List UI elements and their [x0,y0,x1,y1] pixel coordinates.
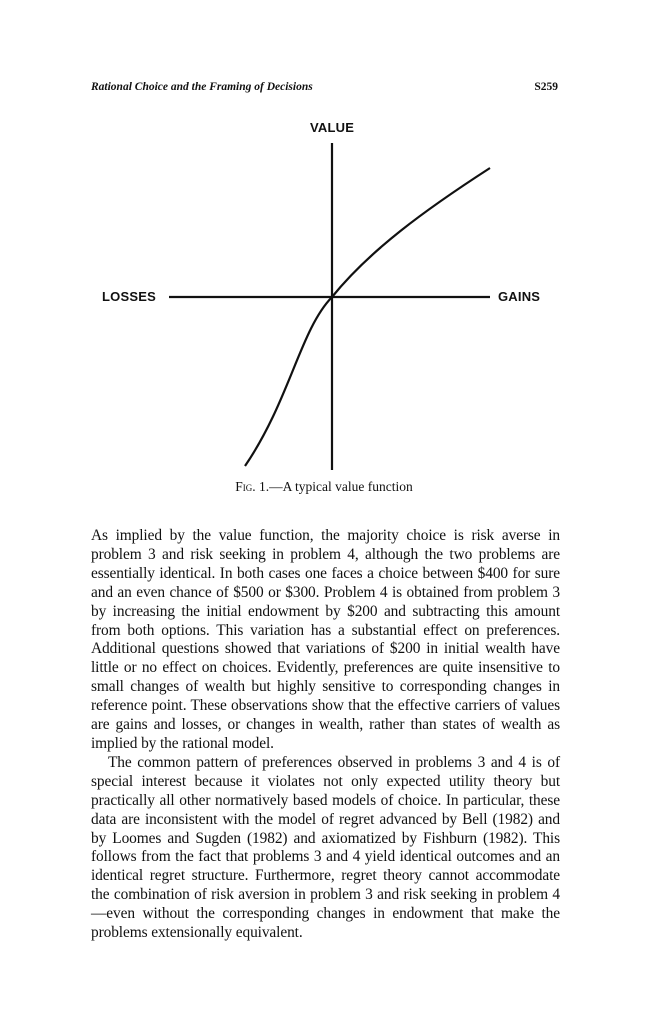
losses-label: LOSSES [102,289,156,304]
paragraph: The common pattern of preferences observed in problems 3 and 4 is of special interest because it violates not only expected utility theory but practically all other normatively based models of choice. In particular, these data are inconsistent with the model of regret advanced by Bell (1982) and by Loomes and Sugden (1982) and axiomatized by Fishburn (1982). This follows from the fact that problems 3 and 4 yield identical outcomes and an identical regret structure. Furthermore, regret theory cannot accommodate the combination of risk aversion in problem 3 and risk seeking in problem 4—even without the corresponding changes in endowment that make the problems extensionally equivalent. [91,753,560,942]
body-text [91,527,560,943]
value-function-diagram [0,0,648,500]
gains-curve [332,168,490,297]
page-number: S259 [534,81,558,93]
value-axis-label: VALUE [310,120,355,135]
gains-label: GAINS [498,289,541,304]
figure-number: Fig. 1. [235,479,270,494]
value-function-figure [0,0,648,500]
running-head-title: Rational Choice and the Framing of Decisions [91,81,313,93]
losses-curve [245,297,332,466]
figure-caption-text: —A typical value function [269,479,413,494]
figure-caption [0,479,648,495]
paragraph: As implied by the value function, the majority choice is risk averse in problem 3 and risk seeking in problem 4, although the two problems are essentially identical. In both cases one faces a choice between $400 for sure and an even chance of $500 or $300. Problem 4 is obtained from problem 3 by increasing the initial endowment by $200 and subtracting this amount from both options. This variation has a substantial effect on preferences. Additional questions showed that variations of $200 in initial wealth have little or no effect on choices. Evidently, preferences are quite insensitive to small changes of wealth but highly sensitive to corresponding changes in reference point. These observations show that the effective carriers of values are gains and losses, or changes in wealth, rather than states of wealth as implied by the rational model. [91,527,560,752]
